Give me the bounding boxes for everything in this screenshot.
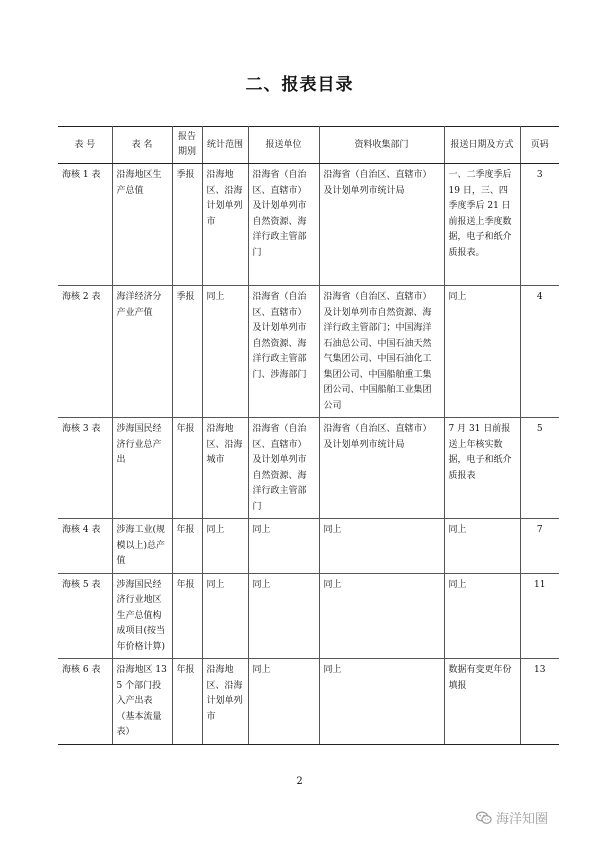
row-scope: 沿海地区、沿海城市	[202, 418, 248, 519]
table-row	[58, 286, 559, 418]
row-period: 年报	[172, 418, 202, 519]
row-unit: 沿海省（自治区、直辖市）及计划单列市自然资源、海洋行政主管部门	[248, 164, 319, 286]
row-scope: 沿海地区、沿海计划单列市	[202, 659, 248, 745]
row-date: 同上	[444, 573, 520, 659]
row-period: 季报	[172, 164, 202, 286]
report-catalog-table	[58, 126, 559, 745]
row-dept: 沿海省（自治区、直辖市）及计划单列市自然资源、海洋行政主管部门；中国海洋石油总公司、中国石油天然气集团公司、中国石油化工集团公司、中国船舶重工集团公司、中国船舶工业集团公司	[319, 286, 444, 418]
row-name: 沿海地区生产总值	[112, 164, 172, 286]
row-name: 涉海国民经济行业总产出	[112, 418, 172, 519]
table-row	[58, 164, 559, 286]
col-header-code: 表 号	[58, 127, 112, 164]
row-period: 年报	[172, 659, 202, 745]
table-header-row	[58, 127, 559, 164]
row-date: 一、二季度季后 19 日，三、四季度季后 21 日前报送上季度数据，电子和纸介质报表。	[444, 164, 520, 286]
table-row	[58, 659, 559, 745]
row-code: 海核 1 表	[58, 164, 112, 286]
table-row	[58, 573, 559, 659]
row-dept: 同上	[319, 659, 444, 745]
row-dept: 同上	[319, 573, 444, 659]
row-name: 沿海地区 135 个部门投入产出表（基本流量表）	[112, 659, 172, 745]
watermark-text: 海洋知圈	[496, 812, 549, 827]
row-code: 海核 3 表	[58, 418, 112, 519]
row-code: 海核 6 表	[58, 659, 112, 745]
col-header-name: 表 名	[112, 127, 172, 164]
row-scope: 沿海地区、沿海计划单列市	[202, 164, 248, 286]
row-unit: 同上	[248, 659, 319, 745]
row-period: 年报	[172, 573, 202, 659]
col-header-scope: 统计范围	[202, 127, 248, 164]
page-title: 二、报表目录	[245, 75, 354, 95]
col-header-page: 页码	[520, 127, 559, 164]
wechat-icon	[476, 811, 492, 825]
col-header-date: 报送日期及方式	[444, 127, 520, 164]
page-number: 2	[296, 776, 303, 787]
col-header-dept: 资料收集部门	[319, 127, 444, 164]
row-dept: 沿海省（自治区、直辖市）及计划单列市统计局	[319, 418, 444, 519]
row-scope: 同上	[202, 573, 248, 659]
row-unit: 同上	[248, 519, 319, 574]
row-dept: 同上	[319, 519, 444, 574]
row-code: 海核 2 表	[58, 286, 112, 418]
row-code: 海核 5 表	[58, 573, 112, 659]
row-unit: 同上	[248, 573, 319, 659]
row-dept: 沿海省（自治区、直辖市）及计划单列市统计局	[319, 164, 444, 286]
row-page: 3	[520, 164, 559, 286]
row-unit: 沿海省（自治区、直辖市）及计划单列市自然资源、海洋行政主管部门、涉海部门	[248, 286, 319, 418]
row-date: 同上	[444, 286, 520, 418]
row-scope: 同上	[202, 519, 248, 574]
row-period: 季报	[172, 286, 202, 418]
row-period: 年报	[172, 519, 202, 574]
row-code: 海核 4 表	[58, 519, 112, 574]
table-row	[58, 418, 559, 519]
row-name: 海洋经济分产业产值	[112, 286, 172, 418]
col-header-unit: 报送单位	[248, 127, 319, 164]
row-page: 13	[520, 659, 559, 745]
table-row	[58, 519, 559, 574]
row-page: 11	[520, 573, 559, 659]
row-name: 涉海国民经济行业地区生产总值构成项目(按当年价格计算)	[112, 573, 172, 659]
watermark	[476, 808, 548, 827]
row-date: 数据有变更年份填报	[444, 659, 520, 745]
row-page: 5	[520, 418, 559, 519]
row-unit: 沿海省（自治区、直辖市）及计划单列市自然资源、海洋行政主管部门	[248, 418, 319, 519]
row-page: 7	[520, 519, 559, 574]
row-date: 7 月 31 日前报送上年核实数据，电子和纸介质报表	[444, 418, 520, 519]
row-page: 4	[520, 286, 559, 418]
row-name: 涉海工业(规模以上)总产值	[112, 519, 172, 574]
col-header-period: 报告期别	[172, 127, 202, 164]
row-date: 同上	[444, 519, 520, 574]
row-scope: 同上	[202, 286, 248, 418]
